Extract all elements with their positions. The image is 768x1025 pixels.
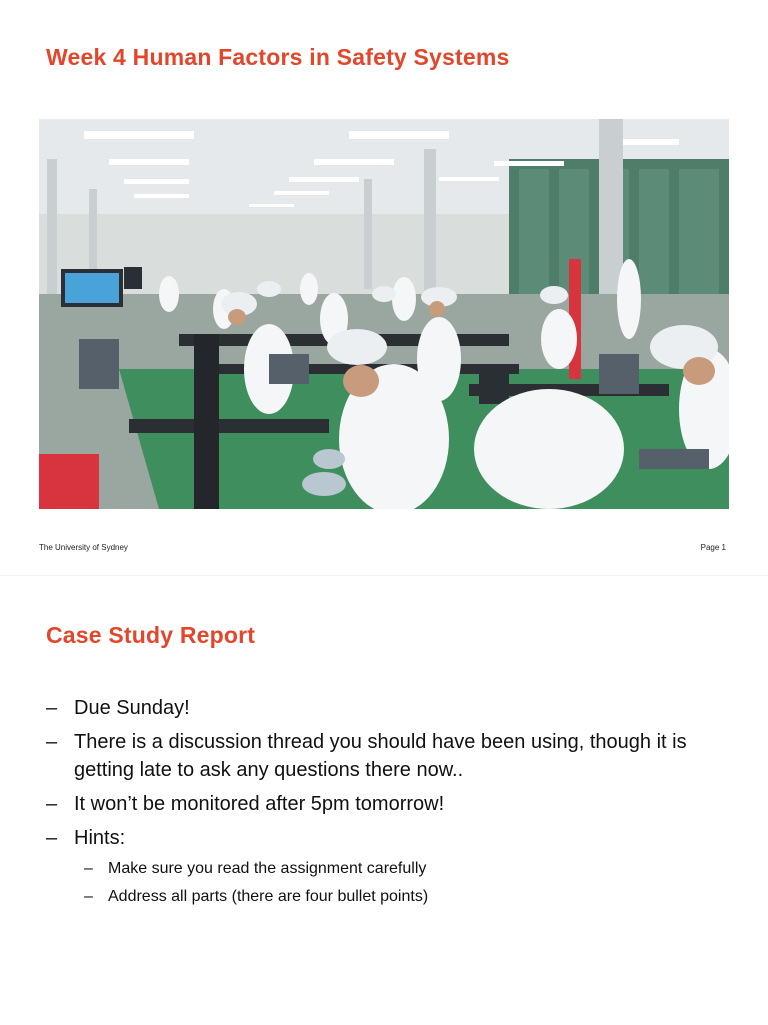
bullet-item <box>46 728 726 784</box>
bullet-item <box>46 694 726 722</box>
sub-bullet-dash: – <box>84 888 93 905</box>
bullet-item <box>46 824 726 908</box>
bullet-text: Due Sunday! <box>74 697 190 719</box>
bullet-list <box>46 694 726 914</box>
bullet-text: There is a discussion thread you should have been using, though it is getting late to ask any questions there now.. <box>74 731 687 781</box>
footer-university: The University of Sydney <box>39 543 128 552</box>
slide-2-title: Case Study Report <box>46 622 256 648</box>
sub-bullet-text: Address all parts (there are four bullet points) <box>108 888 429 905</box>
bullet-text: It won’t be monitored after 5pm tomorrow! <box>74 793 445 815</box>
slide-1-title: Week 4 Human Factors in Safety Systems <box>46 44 510 70</box>
sub-bullet-item <box>74 886 726 908</box>
sub-bullet-list <box>74 858 726 908</box>
bullet-dash: – <box>46 827 58 849</box>
sub-bullet-item <box>74 858 726 880</box>
factory-photo <box>39 119 729 509</box>
bullet-dash: – <box>46 697 58 719</box>
sub-bullet-text: Make sure you read the assignment carefully <box>108 860 427 877</box>
bullet-text: Hints: <box>74 827 126 849</box>
bullet-dash: – <box>46 793 58 815</box>
bullet-dash: – <box>46 731 58 753</box>
bullet-item <box>46 790 726 818</box>
slide-2 <box>0 575 768 1025</box>
sub-bullet-dash: – <box>84 860 93 877</box>
footer-page-number: Page 1 <box>700 543 726 552</box>
